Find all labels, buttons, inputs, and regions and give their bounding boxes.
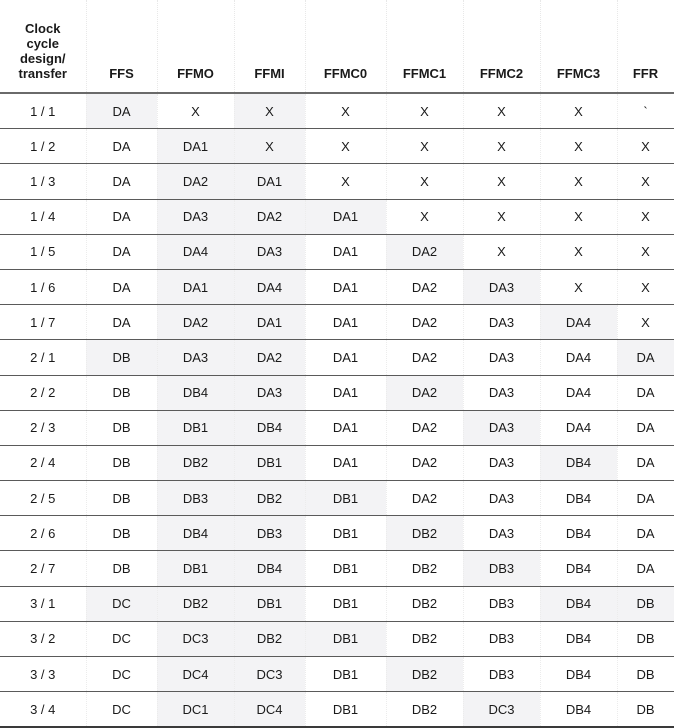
row-label-cell: 1 / 6 <box>0 269 86 304</box>
table-cell: DA3 <box>463 305 540 340</box>
row-label-cell: 1 / 5 <box>0 234 86 269</box>
table-cell: DA1 <box>305 410 386 445</box>
table-cell: DA1 <box>305 234 386 269</box>
table-cell: DA <box>86 305 157 340</box>
table-cell: X <box>463 234 540 269</box>
table-cell: DA <box>86 199 157 234</box>
table-cell: X <box>463 129 540 164</box>
table-cell: DB2 <box>234 621 305 656</box>
table-cell: DA3 <box>234 375 305 410</box>
table-cell: X <box>157 93 234 129</box>
row-label-cell: 1 / 3 <box>0 164 86 199</box>
table-cell: DA <box>617 551 674 586</box>
table-cell: X <box>617 269 674 304</box>
table-cell: DB4 <box>234 551 305 586</box>
table-cell: DB <box>86 481 157 516</box>
table-cell: DA <box>617 340 674 375</box>
table-cell: DA <box>86 269 157 304</box>
table-cell: DB <box>86 340 157 375</box>
table-cell: DA2 <box>386 305 463 340</box>
table-cell: DC <box>86 692 157 728</box>
table-cell: X <box>386 93 463 129</box>
table-cell: DB1 <box>305 551 386 586</box>
table-cell: DA4 <box>540 375 617 410</box>
table-cell: DA1 <box>157 269 234 304</box>
table-cell: X <box>305 164 386 199</box>
table-cell: DA3 <box>463 410 540 445</box>
table-cell: DA1 <box>305 199 386 234</box>
table-cell: X <box>540 269 617 304</box>
table-row <box>0 305 674 340</box>
table-cell: X <box>234 129 305 164</box>
table-cell: DB4 <box>540 445 617 480</box>
table-row <box>0 164 674 199</box>
table-cell: DB4 <box>540 551 617 586</box>
table-cell: DA2 <box>234 340 305 375</box>
table-cell: DB3 <box>463 621 540 656</box>
table-cell: DA2 <box>386 445 463 480</box>
table-cell: X <box>305 129 386 164</box>
table-cell: DA3 <box>463 340 540 375</box>
table-cell: DB4 <box>540 481 617 516</box>
table-cell: DB1 <box>305 516 386 551</box>
table-row <box>0 375 674 410</box>
table-cell: X <box>463 164 540 199</box>
table-cell: DB1 <box>305 621 386 656</box>
row-label-cell: 3 / 3 <box>0 657 86 692</box>
table-cell: DC1 <box>157 692 234 728</box>
table-cell: DB1 <box>157 410 234 445</box>
table-row <box>0 234 674 269</box>
table-cell: DA1 <box>305 445 386 480</box>
table-cell: DC <box>86 657 157 692</box>
table-cell: DB1 <box>305 481 386 516</box>
table-cell: DA1 <box>305 269 386 304</box>
col-header-clock-cycle <box>0 0 86 93</box>
table-cell: DA3 <box>463 445 540 480</box>
table-cell: X <box>386 199 463 234</box>
table-cell: DB1 <box>234 586 305 621</box>
table-row <box>0 586 674 621</box>
table-row <box>0 129 674 164</box>
table-row <box>0 481 674 516</box>
col-header-ffmc0: FFMC0 <box>305 0 386 93</box>
col-header-ffmc2: FFMC2 <box>463 0 540 93</box>
table-cell: X <box>617 234 674 269</box>
table-cell: DA1 <box>305 340 386 375</box>
row-label-cell: 1 / 4 <box>0 199 86 234</box>
table-cell: DC3 <box>234 657 305 692</box>
table-cell: DB <box>86 551 157 586</box>
col-header-line: transfer <box>18 66 67 81</box>
table-cell: DA3 <box>157 340 234 375</box>
table-cell: DA3 <box>463 516 540 551</box>
table-cell: X <box>540 164 617 199</box>
table-cell: DB4 <box>540 657 617 692</box>
table-cell: X <box>386 129 463 164</box>
table-row <box>0 199 674 234</box>
table-row <box>0 692 674 728</box>
table-row <box>0 516 674 551</box>
table-cell: DA <box>86 164 157 199</box>
table-cell: DB1 <box>305 657 386 692</box>
table-cell: DA3 <box>157 199 234 234</box>
row-label-cell: 3 / 4 <box>0 692 86 728</box>
table-row <box>0 657 674 692</box>
col-header-ffs: FFS <box>86 0 157 93</box>
table-cell: DB2 <box>386 692 463 728</box>
table-cell: DA <box>86 129 157 164</box>
table-cell: DA4 <box>234 269 305 304</box>
table-cell: DA2 <box>386 234 463 269</box>
row-label-cell: 2 / 1 <box>0 340 86 375</box>
table-cell: DC3 <box>157 621 234 656</box>
table-cell: DA2 <box>157 164 234 199</box>
table-cell: DB2 <box>157 586 234 621</box>
table-cell: X <box>617 305 674 340</box>
table-cell: DB <box>617 586 674 621</box>
table-row <box>0 551 674 586</box>
table-cell: DB1 <box>157 551 234 586</box>
table-row <box>0 340 674 375</box>
table-cell: DA2 <box>386 410 463 445</box>
table-cell: ` <box>617 93 674 129</box>
table-cell: DA3 <box>463 481 540 516</box>
row-label-cell: 3 / 1 <box>0 586 86 621</box>
table-cell: DA1 <box>305 305 386 340</box>
table-cell: DA <box>86 234 157 269</box>
table-cell: DB1 <box>234 445 305 480</box>
table-cell: DB <box>86 410 157 445</box>
table-cell: DA1 <box>234 164 305 199</box>
col-header-ffmi: FFMI <box>234 0 305 93</box>
table-cell: DA2 <box>386 340 463 375</box>
table-cell: DA3 <box>463 375 540 410</box>
col-header-line: cycle <box>26 36 60 51</box>
table-cell: DC4 <box>157 657 234 692</box>
row-label-cell: 3 / 2 <box>0 621 86 656</box>
table-cell: DB4 <box>234 410 305 445</box>
table-cell: DA3 <box>234 234 305 269</box>
table-cell: X <box>540 129 617 164</box>
table-cell: DB4 <box>157 516 234 551</box>
table-cell: DA4 <box>540 305 617 340</box>
table-cell: X <box>617 164 674 199</box>
table-cell: DB1 <box>305 692 386 728</box>
table-cell: DA <box>86 93 157 129</box>
col-header-ffmc1: FFMC1 <box>386 0 463 93</box>
table-cell: DA <box>617 481 674 516</box>
table-cell: DB2 <box>386 657 463 692</box>
table-cell: DA1 <box>305 375 386 410</box>
table-row <box>0 621 674 656</box>
table-cell: X <box>617 199 674 234</box>
table-cell: DB2 <box>234 481 305 516</box>
table-row <box>0 269 674 304</box>
table-cell: DB3 <box>463 657 540 692</box>
table-cell: DC3 <box>463 692 540 728</box>
table-cell: DB <box>617 657 674 692</box>
row-label-cell: 2 / 6 <box>0 516 86 551</box>
table-cell: DB4 <box>540 586 617 621</box>
table-cell: DB4 <box>540 692 617 728</box>
table-cell: DA2 <box>234 199 305 234</box>
table-cell: DB <box>86 516 157 551</box>
table-cell: DC4 <box>234 692 305 728</box>
table-cell: DA4 <box>540 340 617 375</box>
table-cell: X <box>386 164 463 199</box>
table-cell: DA1 <box>234 305 305 340</box>
table-cell: DA1 <box>157 129 234 164</box>
header-row <box>0 0 674 93</box>
col-header-ffmc3: FFMC3 <box>540 0 617 93</box>
table-cell: DA4 <box>157 234 234 269</box>
row-label-cell: 2 / 4 <box>0 445 86 480</box>
table-cell: DA3 <box>463 269 540 304</box>
table-row <box>0 410 674 445</box>
table-cell: DC <box>86 586 157 621</box>
table-body <box>0 93 674 727</box>
row-label-cell: 2 / 7 <box>0 551 86 586</box>
row-label-cell: 2 / 3 <box>0 410 86 445</box>
table-cell: DA2 <box>386 481 463 516</box>
table-cell: DB2 <box>386 586 463 621</box>
table-cell: DB4 <box>540 516 617 551</box>
table-cell: DA2 <box>386 269 463 304</box>
row-label-cell: 1 / 2 <box>0 129 86 164</box>
table-cell: DA <box>617 410 674 445</box>
row-label-cell: 1 / 1 <box>0 93 86 129</box>
table-cell: DB <box>617 621 674 656</box>
table-cell: DC <box>86 621 157 656</box>
col-header-line: Clock <box>25 21 61 36</box>
table-cell: DB4 <box>540 621 617 656</box>
table-cell: DA2 <box>386 375 463 410</box>
table-cell: DB3 <box>463 551 540 586</box>
row-label-cell: 1 / 7 <box>0 305 86 340</box>
table-cell: X <box>463 93 540 129</box>
table-cell: DB4 <box>157 375 234 410</box>
table-cell: DB <box>86 375 157 410</box>
table-cell: X <box>234 93 305 129</box>
col-header-ffmo: FFMO <box>157 0 234 93</box>
table-cell: DA <box>617 375 674 410</box>
table-cell: DB3 <box>157 481 234 516</box>
row-label-cell: 2 / 2 <box>0 375 86 410</box>
table-cell: DB <box>86 445 157 480</box>
table-row <box>0 445 674 480</box>
table-cell: X <box>540 234 617 269</box>
table-cell: DB3 <box>234 516 305 551</box>
table-cell: DB2 <box>157 445 234 480</box>
table-row <box>0 93 674 129</box>
table-cell: DB3 <box>463 586 540 621</box>
table-header <box>0 0 674 93</box>
table-cell: X <box>540 199 617 234</box>
table-cell: DB2 <box>386 551 463 586</box>
table-cell: X <box>617 129 674 164</box>
table-cell: DB2 <box>386 621 463 656</box>
row-label-cell: 2 / 5 <box>0 481 86 516</box>
table-cell: X <box>540 93 617 129</box>
table-cell: DA4 <box>540 410 617 445</box>
table-cell: DB2 <box>386 516 463 551</box>
table-cell: DB1 <box>305 586 386 621</box>
table-cell: X <box>463 199 540 234</box>
table-cell: DA <box>617 445 674 480</box>
col-header-line: design/ <box>19 51 66 66</box>
table-cell: DA <box>617 516 674 551</box>
col-header-ffr: FFR <box>617 0 674 93</box>
table-cell: DA2 <box>157 305 234 340</box>
table-cell: DB <box>617 692 674 728</box>
table-cell: X <box>305 93 386 129</box>
